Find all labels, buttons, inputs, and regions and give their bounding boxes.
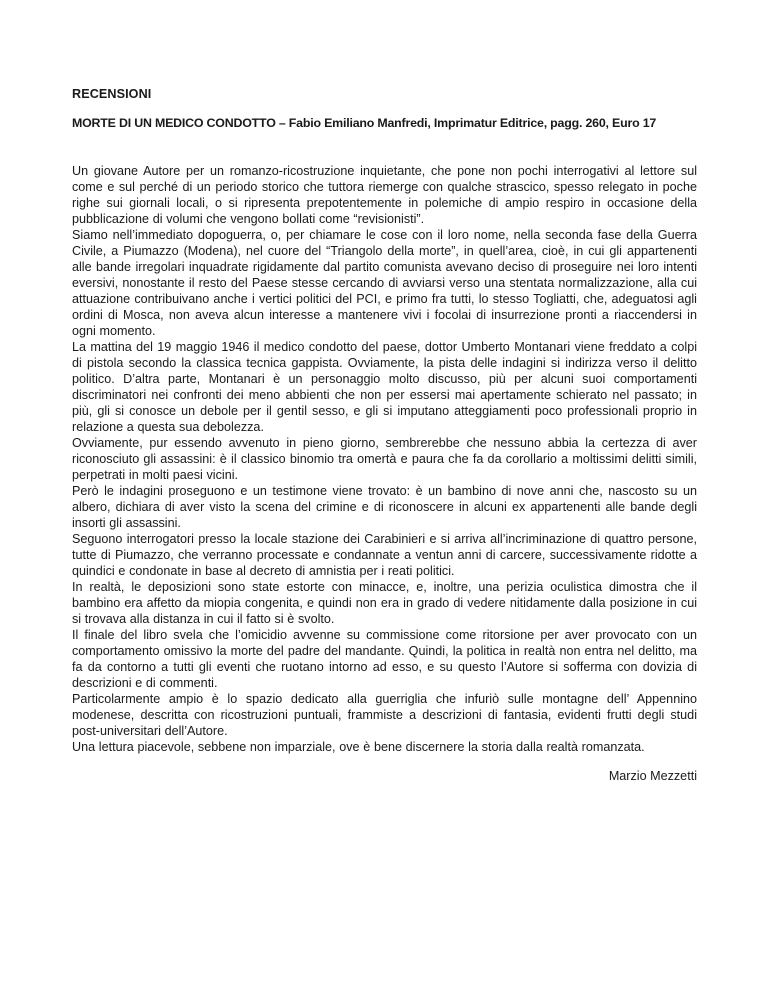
review-body	[72, 163, 697, 755]
review-title: MORTE DI UN MEDICO CONDOTTO – Fabio Emiliano Manfredi, Imprimatur Editrice, pagg. 260, Euro 17	[72, 116, 657, 130]
paragraph-finale: Il finale del libro svela che l’omicidio avvenne su commissione come ritorsione per aver provocato con un comportamento omissivo la morte del padre del mandante. Quindi, la politica in realtà non entra nel delitto, ma fa da contorno a tutti gli eventi che ruotano intorno ad esso, e su questo l’Autore si sofferma con dovizia di descrizioni e di commenti.	[72, 628, 697, 690]
paragraph-intro: Un giovane Autore per un romanzo-ricostruzione inquietante, che pone non pochi interrogativi al lettore sul come e sul perché di un periodo storico che tuttora riemerge con qualche strascico, spesso relegato in poche righe sui giornali locali, o si ripresenta prepotentemente in polemiche di ampio respiro in occasione della pubblicazione di volumi che vengono bollati come “revisionisti”.	[72, 164, 697, 226]
reviewer-signature: Marzio Mezzetti	[608, 769, 697, 783]
paragraph-murder: La mattina del 19 maggio 1946 il medico condotto del paese, dottor Umberto Montanari viene freddato a colpi di pistola secondo la classica tecnica gappista. Ovviamente, la pista delle indagini si indirizza verso il delitto politico. D’altra parte, Montanari è un personaggio molto discusso, più per alcuni suoi comportamenti discriminatori nei confronti dei meno abbienti che non per essersi mai apertamente schierato nel passato; in più, gli si conosce un debole per il gentil sesso, e gli si imputano atteggiamenti poco professionali proprio in relazione a questa sua debolezza.	[72, 340, 697, 434]
paragraph-witness: Però le indagini proseguono e un testimone viene trovato: è un bambino di nove anni che, nascosto su un albero, dichiara di aver visto la scena del crimine e di riconoscere in alcuni ex appartenenti alle bande degli insorti gli assassini.	[72, 484, 697, 530]
paragraph-guerriglia: Particolarmente ampio è lo spazio dedicato alla guerriglia che infuriò sulle montagne dell’ Appennino modenese, descritta con ricostruzioni puntuali, frammiste a descrizioni di fantasia, evidenti frutti degli studi post-universitari dell’Autore.	[72, 692, 697, 738]
paragraph-omerta: Ovviamente, pur essendo avvenuto in pieno giorno, sembrerebbe che nessuno abbia la certezza di aver riconosciuto gli assassini: è il classico binomio tra omertà e paura che fa da corollario a moltissimi delitti simili, perpetrati in molti paesi vicini.	[72, 436, 697, 482]
section-heading: RECENSIONI	[72, 87, 152, 101]
paragraph-historical-context: Siamo nell’immediato dopoguerra, o, per chiamare le cose con il loro nome, nella seconda fase della Guerra Civile, a Piumazzo (Modena), nel cuore del “Triangolo della morte”, in quell’area, cioè, in cui gli appartenenti alle bande irregolari inquadrate rigidamente dal partito comunista avevano deciso di proseguire nei loro intenti eversivi, nonostante il resto del Paese stesse cercando di avviarsi verso una stentata normalizzazione, alla cui attuazione contribuivano anche i vertici politici del PCI, e primo fra tutti, lo stesso Togliatti, che, adeguatosi agli ordini di Mosca, non aveva alcun interesse a mantenere vivi i focolai di insurrezione pronti a riaccendersi in ogni momento.	[72, 228, 697, 338]
paragraph-conclusion: Una lettura piacevole, sebbene non imparziale, ove è bene discernere la storia dalla realtà romanzata.	[72, 740, 645, 754]
paragraph-trial: Seguono interrogatori presso la locale stazione dei Carabinieri e si arriva all’incriminazione di quattro persone, tutte di Piumazzo, che verranno processate e condannate a ventun anni di carcere, successivamente ridotte a quindici e condonate in base al decreto di amnistia per i reati politici.	[72, 532, 697, 578]
paragraph-depositions: In realtà, le deposizioni sono state estorte con minacce, e, inoltre, una perizia oculistica dimostra che il bambino era affetto da miopia congenita, e quindi non era in grado di vedere nitidamente dalla posizione in cui si trovava alla distanza in cui il fatto si è svolto.	[72, 580, 697, 626]
